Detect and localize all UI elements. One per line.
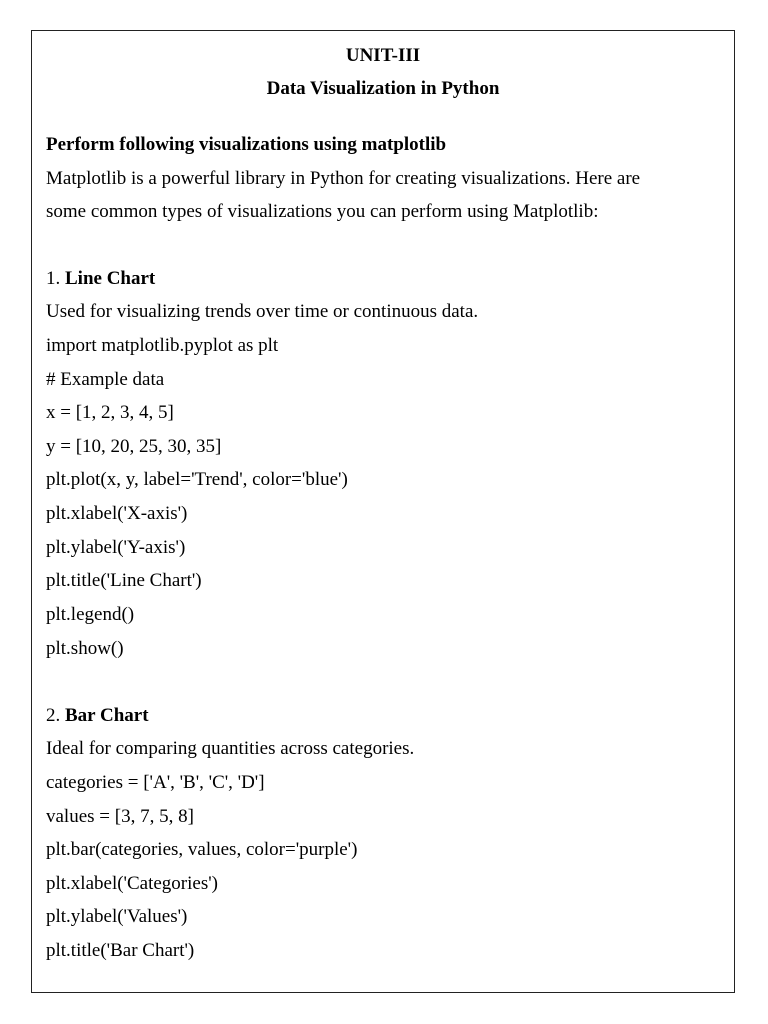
code-line: plt.show()	[46, 638, 124, 659]
intro-line: Matplotlib is a powerful library in Python for creating visualizations. Here are	[46, 168, 641, 189]
code-line: x = [1, 2, 3, 4, 5]	[46, 402, 174, 423]
code-line: plt.ylabel('Values')	[46, 906, 188, 927]
code-line: values = [3, 7, 5, 8]	[46, 806, 194, 827]
code-line: plt.legend()	[46, 604, 135, 625]
code-line: # Example data	[46, 369, 165, 390]
code-line: categories = ['A', 'B', 'C', 'D']	[46, 772, 265, 793]
code-line: plt.xlabel('Categories')	[46, 873, 218, 894]
code-line: plt.bar(categories, values, color='purple')	[46, 839, 358, 860]
section-heading-line-chart	[46, 267, 155, 291]
section-description: Ideal for comparing quantities across categories.	[46, 738, 415, 759]
code-line: plt.title('Bar Chart')	[46, 940, 195, 961]
section-number: 2.	[46, 705, 65, 726]
code-line: y = [10, 20, 25, 30, 35]	[46, 436, 222, 457]
intro-line: some common types of visualizations you can perform using Matplotlib:	[46, 201, 599, 222]
code-line: plt.ylabel('Y-axis')	[46, 537, 186, 558]
code-line: plt.plot(x, y, label='Trend', color='blue')	[46, 469, 348, 490]
section-title: Bar Chart	[65, 705, 149, 726]
section-title: Line Chart	[65, 268, 156, 289]
section-number: 1.	[46, 268, 65, 289]
unit-title: UNIT-III	[345, 45, 421, 66]
code-line: plt.title('Line Chart')	[46, 570, 202, 591]
intro-heading: Perform following visualizations using matplotlib	[46, 134, 447, 155]
code-line: import matplotlib.pyplot as plt	[46, 335, 279, 356]
code-line: plt.xlabel('X-axis')	[46, 503, 188, 524]
page-title: Data Visualization in Python	[266, 78, 500, 99]
section-heading-bar-chart	[46, 704, 149, 728]
section-description: Used for visualizing trends over time or continuous data.	[46, 301, 479, 322]
